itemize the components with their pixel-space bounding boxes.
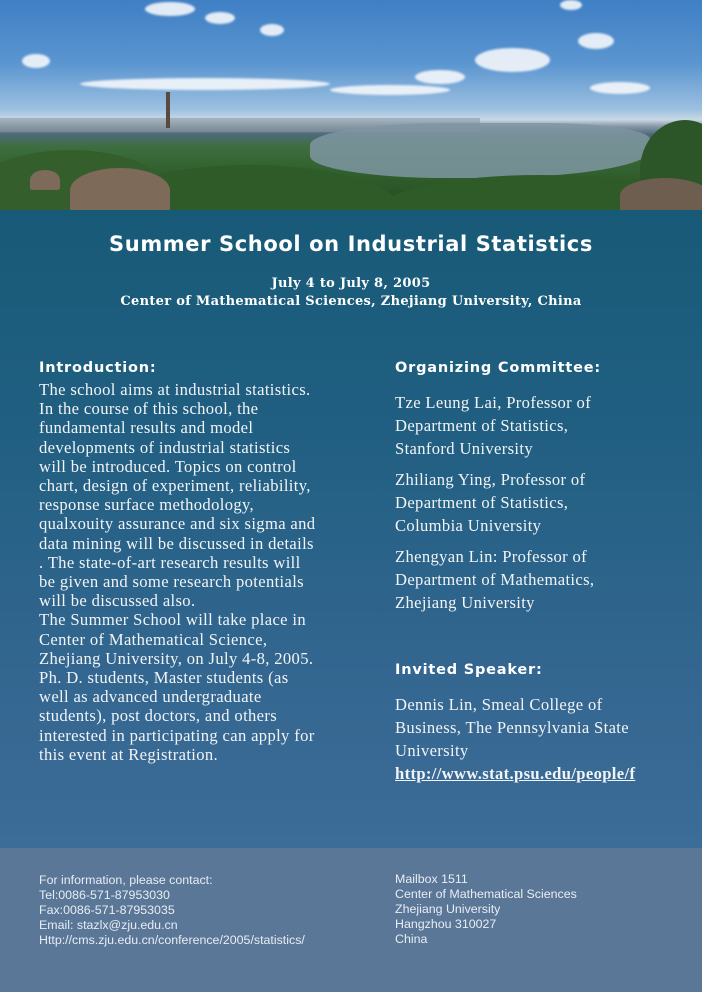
speaker-line: Dennis Lin, Smeal College of (395, 695, 603, 714)
introduction-text (39, 380, 379, 764)
thatched-roof (70, 168, 170, 210)
contact-url[interactable]: Http://cms.zju.edu.cn/conference/2005/statistics/ (39, 933, 305, 947)
committee-member (395, 468, 695, 537)
intro-line: well as advanced undergraduate (39, 687, 262, 707)
committee-heading: Organizing Committee: (395, 360, 602, 376)
intro-line: The Summer School will take place in (39, 610, 306, 630)
intro-line: The school aims at industrial statistics. (39, 380, 311, 399)
intro-line: In the course of this school, the (39, 399, 259, 419)
intro-line: be given and some research potentials (39, 572, 304, 592)
address-line: Zhejiang University (395, 902, 501, 916)
thatched-roof (30, 170, 60, 190)
member-line: Department of Statistics, (395, 493, 569, 512)
contact-line: For information, please contact: (39, 873, 213, 887)
cloud (330, 85, 450, 95)
intro-line: qualxouity assurance and six sigma and (39, 514, 316, 534)
intro-line: developments of industrial statistics (39, 437, 291, 457)
cloud (22, 54, 50, 68)
committee-list (395, 391, 695, 622)
speaker-line: Business, The Pennsylvania State (395, 718, 629, 737)
cloud (415, 70, 465, 84)
member-line: Department of Statistics, (395, 416, 569, 435)
cloud (578, 33, 614, 49)
intro-line: interested in participating can apply for (39, 725, 315, 745)
cloud (260, 24, 284, 36)
intro-line: fundamental results and model (39, 418, 254, 438)
address-line: China (395, 932, 428, 946)
cloud (475, 48, 550, 72)
committee-member (395, 545, 695, 614)
cloud (80, 78, 330, 90)
intro-line: will be discussed also. (39, 591, 196, 611)
member-line: Zhejiang University (395, 593, 535, 612)
event-venue: Center of Mathematical Sciences, Zhejiang University, China (120, 294, 582, 309)
member-line: Tze Leung Lai, Professor of (395, 393, 592, 412)
banner-photo (0, 0, 702, 210)
intro-line: Ph. D. students, Master students (as (39, 668, 289, 688)
event-dates: July 4 to July 8, 2005 (271, 276, 431, 291)
intro-line: Center of Mathematical Science, (39, 629, 268, 649)
intro-line: . The state-of-art research results will (39, 552, 301, 572)
contact-info (39, 873, 305, 948)
intro-line: Zhejiang University, on July 4-8, 2005. (39, 648, 314, 668)
committee-member (395, 391, 695, 460)
member-line: Columbia University (395, 516, 542, 535)
member-line: Zhengyan Lin: Professor of (395, 547, 588, 566)
cloud (560, 0, 582, 10)
contact-email[interactable]: Email: stazlx@zju.edu.cn (39, 918, 178, 932)
mailing-address (395, 872, 577, 947)
speaker-link[interactable]: http://www.stat.psu.edu/people/f (395, 764, 636, 783)
contact-phone: Tel:0086-571-87953030 (39, 888, 170, 902)
contact-fax: Fax:0086-571-87953035 (39, 903, 175, 917)
intro-line: students), post doctors, and others (39, 706, 278, 726)
introduction-heading: Introduction: (39, 360, 157, 376)
member-line: Stanford University (395, 439, 533, 458)
page-title: Summer School on Industrial Statistics (109, 232, 593, 256)
intro-line: data mining will be discussed in details (39, 533, 314, 553)
member-line: Department of Mathematics, (395, 570, 595, 589)
cloud (590, 82, 650, 94)
speaker-info (395, 693, 700, 785)
speaker-heading: Invited Speaker: (395, 662, 543, 678)
lake (310, 123, 650, 178)
pagoda (166, 92, 170, 128)
speaker-line: University (395, 741, 469, 760)
address-line: Hangzhou 310027 (395, 917, 497, 931)
intro-line: response surface methodology, (39, 495, 255, 515)
cloud (145, 2, 195, 16)
intro-line: will be introduced. Topics on control (39, 456, 297, 476)
address-line: Mailbox 1511 (395, 872, 468, 886)
intro-line: chart, design of experiment, reliability, (39, 476, 311, 496)
member-line: Zhiliang Ying, Professor of (395, 470, 586, 489)
address-line: Center of Mathematical Sciences (395, 887, 577, 901)
cloud (205, 12, 235, 24)
intro-line: this event at Registration. (39, 744, 219, 764)
rock (620, 178, 702, 210)
